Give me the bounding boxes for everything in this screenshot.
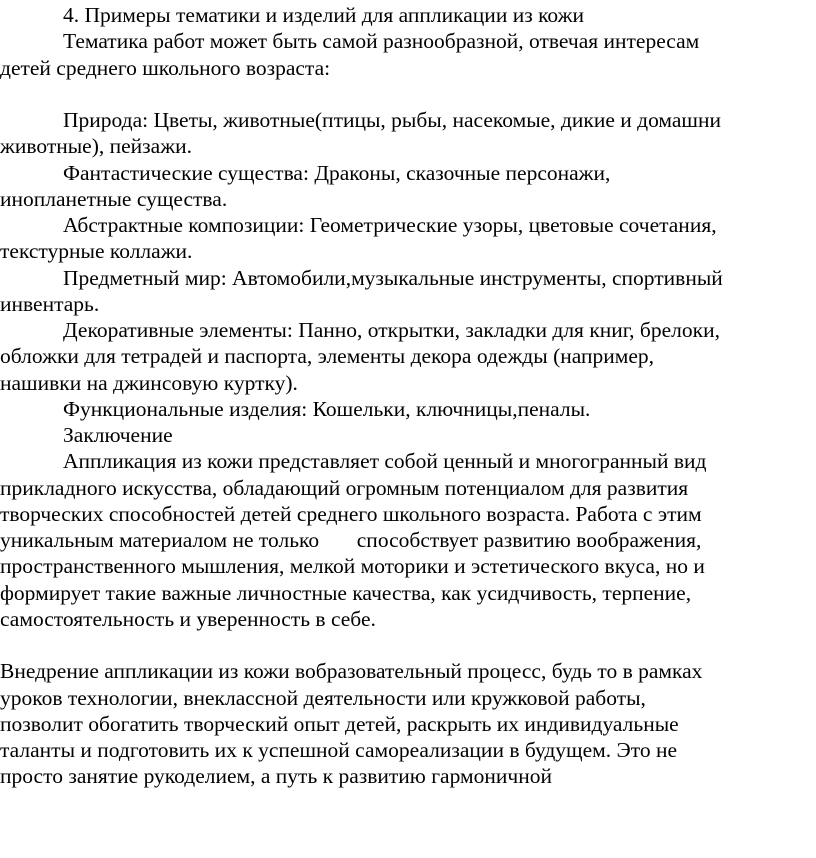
text-line: уникальным материалом не только способствует развитию воображения, [0, 528, 702, 552]
text-line: инопланетные существа. [0, 186, 228, 211]
text-line: Заключение [63, 423, 173, 447]
text-line: Внедрение аппликации из кожи вобразовательный процесс, будь то в рамках [0, 659, 703, 684]
text-line: просто занятие рукоделием, а путь к развитию гармоничной [0, 764, 552, 789]
text-line: Аппликация из кожи представляет собой ценный и многогранный вид [63, 449, 707, 474]
text-line: Природа: Цветы, животные(птицы, рыбы, насекомые, дикие и домашни [63, 108, 721, 132]
text-line: самостоятельность и уверенность в себе. [0, 606, 376, 631]
text-line: инвентарь. [0, 291, 100, 316]
text-line: животные), пейзажи. [0, 134, 192, 159]
text-line: 4. Примеры тематики и изделий для аппликации из кожи [63, 3, 584, 27]
text-line: обложки для тетрадей и паспорта, элементы декора одежды (например, [0, 344, 655, 369]
text-line: Тематика работ может быть самой разнообразной, отвечая интересам [63, 29, 700, 54]
text-line: пространственного мышления, мелкой моторики и эстетического вкуса, но и [0, 554, 705, 579]
text-line: Абстрактные композиции: Геометрические узоры, цветовые сочетания, [63, 213, 717, 237]
text-line: Декоративные элементы: Панно, открытки, закладки для книг, брелоки, [63, 318, 720, 342]
text-line: текстурные коллажи. [0, 239, 193, 264]
text-line: нашивки на джинсовую куртку). [0, 370, 298, 395]
text-line: позволит обогатить творческий опыт детей, раскрыть их индивидуальные [0, 711, 679, 736]
text-line: Фантастические существа: Драконы, сказочные персонажи, [63, 160, 611, 185]
text-line: Функциональные изделия: Кошельки, ключницы,пеналы. [63, 396, 591, 421]
text-line: творческих способностей детей среднего школьного возраста. Работа с этим [0, 501, 702, 526]
text-line: Предметный мир: Автомобили,музыкальные инструменты, спортивный [63, 265, 723, 290]
text-line: уроков технологии, внеклассной деятельности или кружковой работы, [0, 685, 646, 710]
text-line: формирует такие важные личностные качества, как усидчивость, терпение, [0, 580, 692, 605]
text-line: таланты и подготовить их к успешной самореализации в будущем. Это не [0, 738, 677, 762]
text-line: детей среднего школьного возраста: [0, 55, 331, 80]
text-line: прикладного искусства, обладающий огромным потенциалом для развития [0, 475, 689, 500]
